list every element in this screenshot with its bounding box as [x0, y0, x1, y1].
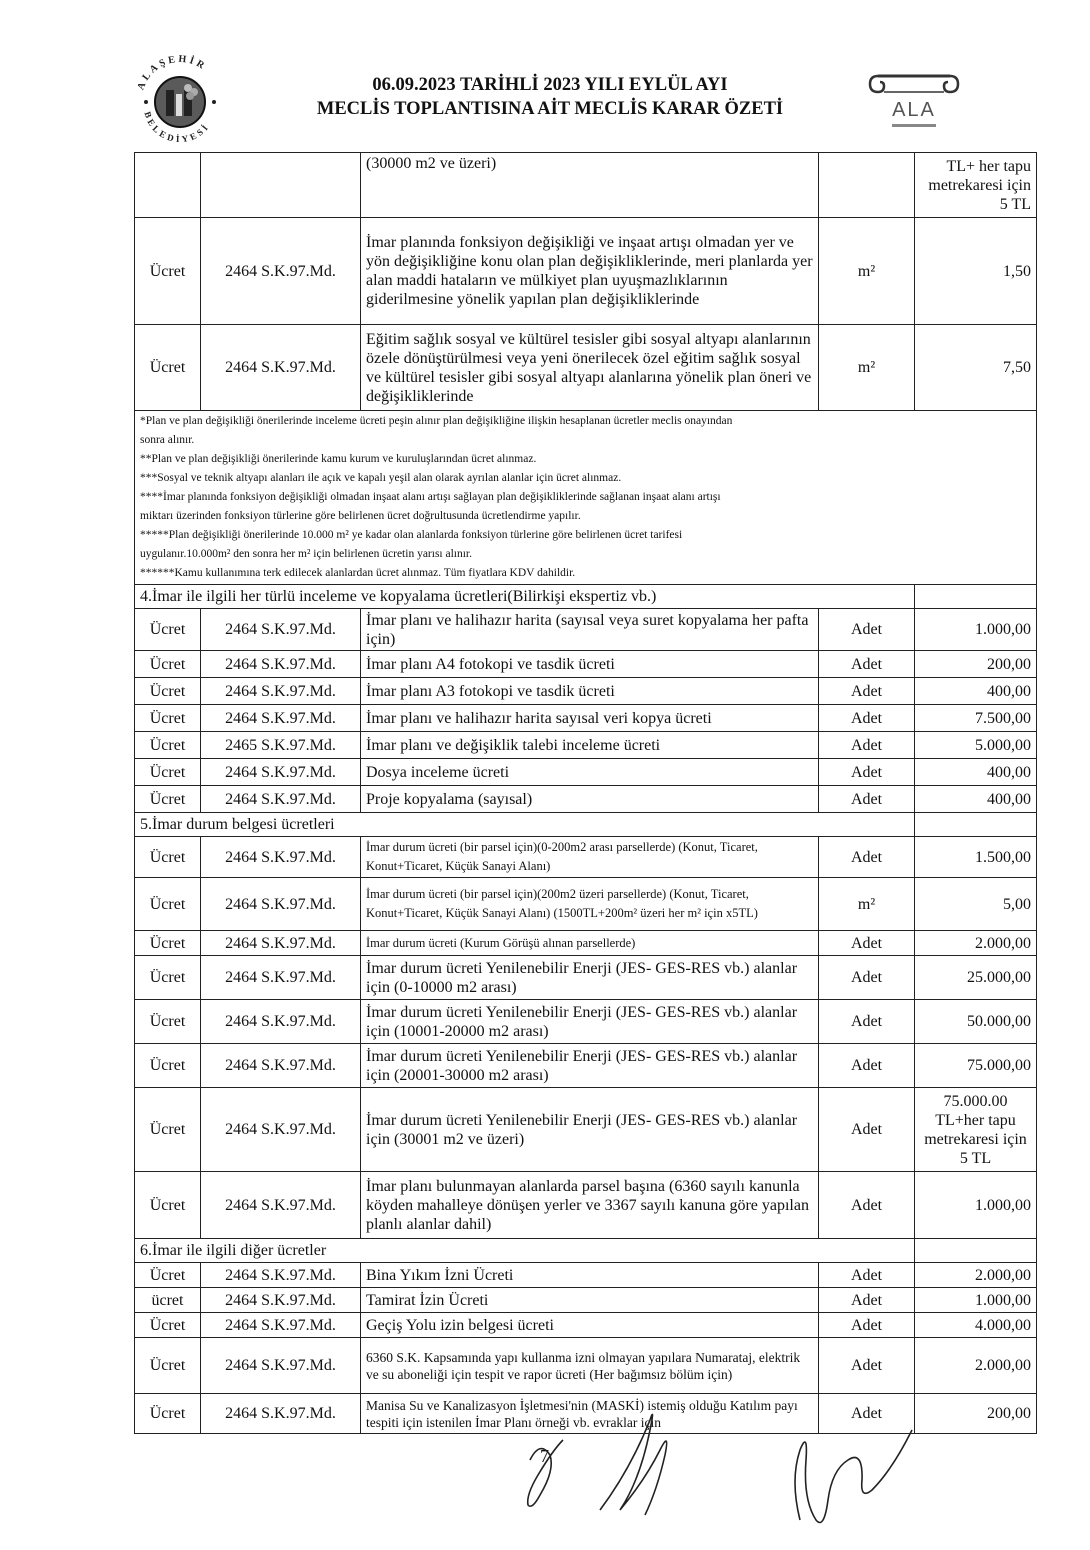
unit-cell: Adet [819, 1000, 915, 1044]
note-line: ***Sosyal ve teknik altyapı alanları ile açık ve kapalı yeşil alan olarak ayrılan alanlar için ücret alınmaz. [140, 472, 622, 484]
price-cell: 25.000,00 [915, 956, 1037, 1000]
table-row [135, 1044, 1037, 1088]
description-cell: Eğitim sağlık sosyal ve kültürel tesisler gibi sosyal altyapı alanlarının özele dönüştürülmesi veya yeni önerilecek özel eğitim sağlık sosyal ve kültürel tesisler gibi sosyal altyapı alanlarına yönelik plan öneri ve değişikliklerinde [361, 325, 819, 411]
fee-type-cell: Ücret [135, 759, 201, 786]
description-cell: İmar durum ücreti Yenilenebilir Enerji (JES- GES-RES vb.) alanlar için (0-10000 m2 arası) [361, 956, 819, 1000]
price-cell: 400,00 [915, 759, 1037, 786]
price-cell: 7.500,00 [915, 705, 1037, 732]
page-number: 7 [540, 1446, 549, 1466]
fee-type-cell: Ücret [135, 218, 201, 325]
unit-cell: Adet [819, 1288, 915, 1313]
price-cell: 4.000,00 [915, 1313, 1037, 1338]
fee-type-cell: Ücret [135, 1000, 201, 1044]
unit-cell: m² [819, 218, 915, 325]
fee-type-cell: Ücret [135, 1394, 201, 1434]
table-row [135, 759, 1037, 786]
unit-cell: Adet [819, 705, 915, 732]
section-title: 6.İmar ile ilgili diğer ücretler [135, 1239, 915, 1263]
unit-cell: Adet [819, 1394, 915, 1434]
table-row [135, 153, 1037, 218]
description-cell: İmar planı A3 fotokopi ve tasdik ücreti [361, 678, 819, 705]
price-cell: 50.000,00 [915, 1000, 1037, 1044]
unit-cell: Adet [819, 1338, 915, 1394]
law-cell: 2464 S.K.97.Md. [201, 1263, 361, 1288]
price-cell: 2.000,00 [915, 1263, 1037, 1288]
unit-cell: Adet [819, 609, 915, 651]
unit-cell: Adet [819, 1263, 915, 1288]
unit-cell: Adet [819, 651, 915, 678]
description-cell: İmar planı bulunmayan alanlarda parsel başına (6360 sayılı kanunla köyden mahalleye dönüşen yerler ve 3367 sayılı kanuna göre yapılan planlı alanlar dahil) [361, 1172, 819, 1239]
unit-cell: Adet [819, 759, 915, 786]
table-row [135, 678, 1037, 705]
price-cell: 1.000,00 [915, 1288, 1037, 1313]
price-cell: 75.000,00 [915, 1044, 1037, 1088]
law-cell: 2464 S.K.97.Md. [201, 759, 361, 786]
svg-text:ALAŞEHİR: ALAŞEHİR [135, 53, 209, 92]
note-line: **Plan ve plan değişikliği önerilerinde kamu kurum ve kuruluşlarından ücret alınmaz. [140, 453, 537, 465]
signature-2 [600, 1414, 667, 1515]
description-cell: İmar planında fonksiyon değişikliği ve inşaat artışı olmadan yer ve yön değişikliğine konu olan plan değişikliklerinde, meri planlarda yer alan maddi hataların ve mülkiyet plan uyuşmazlıklarının giderilmesine yönelik yapılan plan değişikliklerinde [361, 218, 819, 325]
description-cell: Manisa Su ve Kanalizasyon İşletmesi'nin (MASKİ) istemiş olduğu Katılım payı tespiti için istenilen İmar Planı örneği vb. evraklar için [361, 1394, 819, 1434]
unit-cell: m² [819, 878, 915, 931]
unit-cell: Adet [819, 837, 915, 878]
law-cell: 2464 S.K.97.Md. [201, 705, 361, 732]
law-cell: 2464 S.K.97.Md. [201, 1044, 361, 1088]
law-cell: 2464 S.K.97.Md. [201, 786, 361, 813]
fee-type-cell: Ücret [135, 1338, 201, 1394]
fee-type-cell: Ücret [135, 931, 201, 956]
description-cell: İmar durum ücreti Yenilenebilir Enerji (JES- GES-RES vb.) alanlar için (20001-30000 m2 arası) [361, 1044, 819, 1088]
note-line: miktarı üzerinden fonksiyon türlerine göre belirlenen ücret doğrultusunda ücretlendirme yapılır. [140, 510, 581, 522]
note-line: uygulanır.10.000m² den sonra her m² için belirlenen ücretin yarısı alınır. [140, 548, 473, 560]
law-cell: 2464 S.K.97.Md. [201, 1088, 361, 1172]
empty-cell [915, 813, 1037, 837]
table-row [135, 1088, 1037, 1172]
signature-3 [795, 1430, 912, 1523]
law-cell: 2464 S.K.97.Md. [201, 1313, 361, 1338]
table-row [135, 325, 1037, 411]
price-cell: 1.000,00 [915, 609, 1037, 651]
section-title: 5.İmar durum belgesi ücretleri [135, 813, 915, 837]
price-cell: 1.500,00 [915, 837, 1037, 878]
description-cell: Dosya inceleme ücreti [361, 759, 819, 786]
table-row [135, 931, 1037, 956]
section-header-row [135, 1239, 1037, 1263]
description-cell: İmar durum ücreti Yenilenebilir Enerji (JES- GES-RES vb.) alanlar için (30001 m2 ve üzeri) [361, 1088, 819, 1172]
table-row [135, 1000, 1037, 1044]
empty-cell [915, 1239, 1037, 1263]
fee-type-cell: Ücret [135, 609, 201, 651]
table-row [135, 878, 1037, 931]
table-row [135, 837, 1037, 878]
header-title-line-1: 06.09.2023 TARİHLİ 2023 YILI EYLÜL AYI [372, 75, 728, 95]
fee-type-cell: Ücret [135, 1044, 201, 1088]
price-cell: 2.000,00 [915, 931, 1037, 956]
fee-type-cell: Ücret [135, 956, 201, 1000]
law-cell: 2464 S.K.97.Md. [201, 1394, 361, 1434]
fee-type-cell: Ücret [135, 878, 201, 931]
table-row [135, 1172, 1037, 1239]
unit-cell: Adet [819, 931, 915, 956]
unit-cell: Adet [819, 1088, 915, 1172]
notes-cell [135, 411, 1037, 585]
unit-cell: Adet [819, 1044, 915, 1088]
municipality-seal-icon [128, 44, 232, 148]
fee-type-cell: Ücret [135, 678, 201, 705]
table-row [135, 1313, 1037, 1338]
law-cell: 2464 S.K.97.Md. [201, 1288, 361, 1313]
description-cell: İmar durum ücreti (Kurum Görüşü alınan parsellerde) [361, 931, 819, 956]
description-cell: Tamirat İzin Ücreti [361, 1288, 819, 1313]
table-row [135, 1263, 1037, 1288]
description-cell: İmar planı ve halihazır harita sayısal veri kopya ücreti [361, 705, 819, 732]
fee-type-cell: Ücret [135, 705, 201, 732]
description-cell: İmar durum ücreti (bir parsel için)(0-200m2 arası parsellerde) (Konut, Ticaret, Konut+Ticaret, Küçük Sanayi Alanı) [361, 837, 819, 878]
price-cell: 400,00 [915, 678, 1037, 705]
fee-type-cell: Ücret [135, 325, 201, 411]
unit-cell: Adet [819, 732, 915, 759]
page-header [250, 73, 850, 121]
unit-cell: m² [819, 325, 915, 411]
description-cell: İmar durum ücreti Yenilenebilir Enerji (JES- GES-RES vb.) alanlar için (10001-20000 m2 arası) [361, 1000, 819, 1044]
fee-type-cell: Ücret [135, 837, 201, 878]
note-line: *****Plan değişikliği önerilerinde 10.000 m² ye kadar olan alanlarda fonksiyon türlerine göre belirlenen ücret tarifesi [140, 529, 683, 541]
fee-type-cell: Ücret [135, 1313, 201, 1338]
price-cell: 200,00 [915, 1394, 1037, 1434]
right-logo-text: ALA [892, 99, 936, 121]
note-line: ****İmar planında fonksiyon değişikliği olmadan inşaat alanı artışı sağlayan plan değişikliklerinde sağlanan inşaat alanı artışı [140, 491, 721, 503]
unit-cell: Adet [819, 1172, 915, 1239]
law-cell [201, 153, 361, 218]
unit-cell: Adet [819, 786, 915, 813]
fee-type-cell: Ücret [135, 651, 201, 678]
note-line: *Plan ve plan değişikliği önerilerinde inceleme ücreti peşin alınır plan değişikliğine ilişkin hesaplanan ücretler meclis onayından [140, 415, 733, 427]
table-row [135, 1338, 1037, 1394]
description-cell: Geçiş Yolu izin belgesi ücreti [361, 1313, 819, 1338]
section-header-row [135, 813, 1037, 837]
table-row [135, 1288, 1037, 1313]
description-cell: 6360 S.K. Kapsamında yapı kullanma izni olmayan yapılara Numarataj, elektrik ve su aboneliği için tespit ve rapor ücreti (Her bağımsız bölüm için) [361, 1338, 819, 1394]
svg-text:BELEDİYESİ: BELEDİYESİ [142, 110, 212, 145]
column-capital-icon [868, 62, 960, 134]
fee-type-cell: Ücret [135, 732, 201, 759]
note-line: sonra alınır. [140, 434, 195, 446]
price-cell: 1.000,00 [915, 1172, 1037, 1239]
description-cell: İmar planı A4 fotokopi ve tasdik ücreti [361, 651, 819, 678]
law-cell: 2464 S.K.97.Md. [201, 651, 361, 678]
table-row [135, 609, 1037, 651]
fee-type-cell: Ücret [135, 1263, 201, 1288]
unit-cell [819, 153, 915, 218]
description-cell: (30000 m2 ve üzeri) [361, 153, 819, 218]
description-cell: Bina Yıkım İzni Ücreti [361, 1263, 819, 1288]
note-line: ******Kamu kullanımına terk edilecek alanlardan ücret alınmaz. Tüm fiyatlara KDV dahildir. [140, 567, 576, 579]
empty-cell [915, 585, 1037, 609]
table-row [135, 705, 1037, 732]
price-cell: 200,00 [915, 651, 1037, 678]
section-header-row [135, 585, 1037, 609]
table-row [135, 732, 1037, 759]
fee-table [134, 152, 1037, 1434]
description-cell: İmar durum ücreti (bir parsel için)(200m2 üzeri parsellerde) (Konut, Ticaret, Konut+Ticaret, Küçük Sanayi Alanı) (1500TL+200m² üzeri her m² için x5TL) [361, 878, 819, 931]
price-cell: 400,00 [915, 786, 1037, 813]
fee-type-cell [135, 153, 201, 218]
table-row [135, 956, 1037, 1000]
law-cell: 2464 S.K.97.Md. [201, 1338, 361, 1394]
law-cell: 2464 S.K.97.Md. [201, 931, 361, 956]
price-cell: 5.000,00 [915, 732, 1037, 759]
header-title-line-2: MECLİS TOPLANTISINA AİT MECLİS KARAR ÖZETİ [316, 99, 784, 119]
price-cell: TL+ her tapu metrekaresi için 5 TL [915, 153, 1037, 218]
table-row [135, 651, 1037, 678]
unit-cell: Adet [819, 956, 915, 1000]
unit-cell: Adet [819, 678, 915, 705]
table-row [135, 218, 1037, 325]
law-cell: 2464 S.K.97.Md. [201, 218, 361, 325]
price-cell: 1,50 [915, 218, 1037, 325]
notes-row [135, 411, 1037, 585]
law-cell: 2464 S.K.97.Md. [201, 956, 361, 1000]
law-cell: 2464 S.K.97.Md. [201, 837, 361, 878]
description-cell: Proje kopyalama (sayısal) [361, 786, 819, 813]
fee-type-cell: ücret [135, 1288, 201, 1313]
law-cell: 2464 S.K.97.Md. [201, 878, 361, 931]
law-cell: 2465 S.K.97.Md. [201, 732, 361, 759]
section-title: 4.İmar ile ilgili her türlü inceleme ve kopyalama ücretleri(Bilirkişi ekspertiz vb.) [135, 585, 915, 609]
unit-cell: Adet [819, 1313, 915, 1338]
description-cell: İmar planı ve değişiklik talebi inceleme ücreti [361, 732, 819, 759]
fee-type-cell: Ücret [135, 786, 201, 813]
fee-type-cell: Ücret [135, 1172, 201, 1239]
fee-type-cell: Ücret [135, 1088, 201, 1172]
price-cell: 75.000.00 TL+her tapu metrekaresi için 5 TL [915, 1088, 1037, 1172]
price-cell: 5,00 [915, 878, 1037, 931]
law-cell: 2464 S.K.97.Md. [201, 609, 361, 651]
law-cell: 2464 S.K.97.Md. [201, 1172, 361, 1239]
price-cell: 2.000,00 [915, 1338, 1037, 1394]
table-row [135, 786, 1037, 813]
price-cell: 7,50 [915, 325, 1037, 411]
signature-1 [528, 1440, 563, 1506]
law-cell: 2464 S.K.97.Md. [201, 678, 361, 705]
law-cell: 2464 S.K.97.Md. [201, 1000, 361, 1044]
description-cell: İmar planı ve halihazır harita (sayısal veya suret kopyalama her pafta için) [361, 609, 819, 651]
signatures [490, 1390, 950, 1540]
law-cell: 2464 S.K.97.Md. [201, 325, 361, 411]
